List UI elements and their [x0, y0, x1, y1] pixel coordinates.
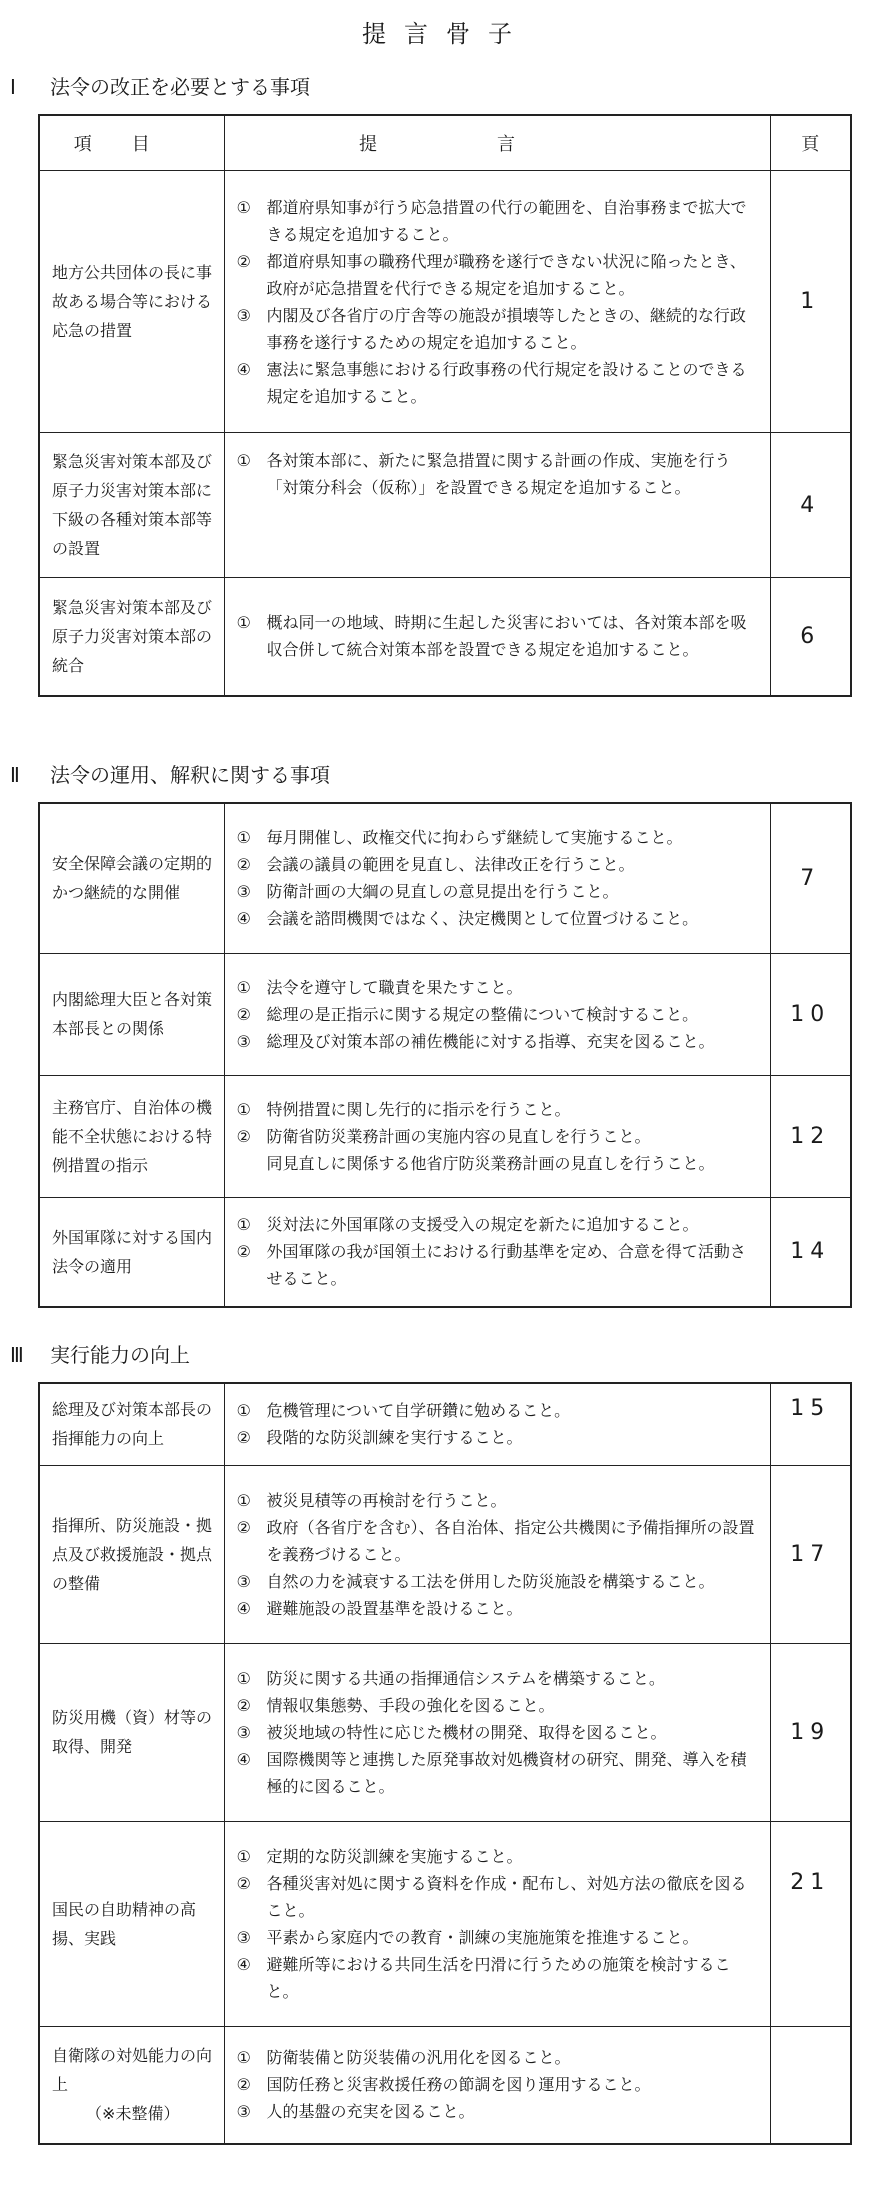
proposal-line: ① 法令を遵守して職責を果たすこと。 [236, 977, 523, 997]
row-page: 17 [770, 1465, 851, 1643]
row-proposals [224, 1075, 770, 1197]
header-proposal: 提言 [224, 115, 770, 171]
row-proposals [224, 171, 770, 433]
proposal-line: ① 災対法に外国軍隊の支援受入の規定を新たに追加すること。 [236, 1215, 699, 1235]
proposal-line: ③ 防衛計画の大綱の見直しの意見提出を行うこと。 [236, 882, 619, 902]
row-proposals [224, 1465, 770, 1643]
section-number: Ⅰ [10, 75, 16, 99]
row-item: 緊急災害対策本部及び原子力災害対策本部に下級の各種対策本部等の設置 [39, 433, 224, 578]
row-page: 12 [770, 1075, 851, 1197]
table-row [39, 1465, 851, 1643]
proposal-table [38, 1382, 852, 2145]
row-item: 国民の自助精神の高揚、実践 [39, 1821, 224, 2026]
proposal-line: ② 情報収集態勢、手段の強化を図ること。 [236, 1695, 555, 1715]
proposal-line: ④ 国際機関等と連携した原発事故対処機資材の研究、開発、導入を積極的に図ること。 [236, 1749, 747, 1796]
section-heading [10, 72, 850, 102]
section-number: Ⅲ [10, 1343, 24, 1367]
proposal-line: ① 被災見積等の再検討を行うこと。 [236, 1490, 507, 1510]
proposal-line: ① 概ね同一の地域、時期に生起した災害においては、各対策本部を吸収合併して統合対策本部を設置できる規定を追加すること。 [236, 613, 747, 660]
proposal-line: ② 総理の是正指示に関する規定の整備について検討すること。 [236, 1004, 699, 1024]
row-item: 指揮所、防災施設・拠点及び救援施設・拠点の整備 [39, 1465, 224, 1643]
proposal-line: ② 段階的な防災訓練を実行すること。 [236, 1428, 523, 1448]
proposal-line: ③ 内閣及び各省庁の庁舎等の施設が損壊等したときの、継続的な行政事務を遂行するための規定を追加すること。 [236, 305, 746, 352]
proposal-table [38, 802, 852, 1308]
table-row [39, 1643, 851, 1821]
proposal-line: ② 国防任務と災害救援任務の節調を図り運用すること。 [236, 2075, 651, 2095]
row-item: 外国軍隊に対する国内法令の適用 [39, 1197, 224, 1307]
row-page: 21 [770, 1821, 851, 2026]
row-page: 6 [770, 578, 851, 696]
row-page: 4 [770, 433, 851, 578]
row-proposals [224, 1197, 770, 1307]
row-page: 7 [770, 803, 851, 953]
proposal-line: ③ 人的基盤の充実を図ること。 [236, 2102, 475, 2122]
section-heading [10, 760, 850, 790]
row-proposals [224, 953, 770, 1075]
proposal-line: ② 政府（各省庁を含む）、各自治体、指定公共機関に予備指揮所の設置を義務づけること。 [236, 1517, 755, 1564]
table-row [39, 1075, 851, 1197]
table-row [39, 578, 851, 696]
row-proposals [224, 578, 770, 696]
proposal-line: ④ 会議を諮問機関ではなく、決定機関として位置づけること。 [236, 909, 699, 929]
proposal-line: ③ 被災地域の特性に応じた機材の開発、取得を図ること。 [236, 1722, 667, 1742]
row-item: 防災用機（資）材等の取得、開発 [39, 1643, 224, 1821]
proposal-subline: 同見直しに関係する他省庁防災業務計画の見直しを行うこと。 [266, 1153, 715, 1173]
table-header-row [39, 115, 851, 171]
section-heading [10, 1340, 850, 1370]
row-item: 主務官庁、自治体の機能不全状態における特例措置の指示 [39, 1075, 224, 1197]
proposal-line: ① 定期的な防災訓練を実施すること。 [236, 1846, 523, 1866]
proposal-table [38, 114, 852, 697]
proposal-line: ④ 避難所等における共同生活を円滑に行うための施策を検討すること。 [236, 1954, 731, 2001]
row-page: 19 [770, 1643, 851, 1821]
row-page: 1 [770, 171, 851, 433]
table-row [39, 1821, 851, 2026]
row-proposals [224, 2026, 770, 2144]
row-page: 15 [770, 1383, 851, 1465]
table-row [39, 433, 851, 578]
row-item: 総理及び対策本部長の指揮能力の向上 [39, 1383, 224, 1465]
row-item-note: （※未整備） [86, 2104, 180, 2124]
proposal-line: ① 毎月開催し、政権交代に拘わらず継続して実施すること。 [236, 828, 683, 848]
row-page [770, 2026, 851, 2144]
row-item: 内閣総理大臣と各対策本部長との関係 [39, 953, 224, 1075]
document-title: 提言骨子 [362, 20, 530, 48]
header-page: 頁 [770, 115, 851, 171]
table-row [39, 1383, 851, 1465]
section-number: Ⅱ [10, 763, 20, 787]
row-item: 自衛隊の対処能力の向上 （※未整備） [39, 2026, 224, 2144]
proposal-line: ① 防衛装備と防災装備の汎用化を図ること。 [236, 2048, 571, 2068]
proposal-line: ③ 自然の力を減衰する工法を併用した防災施設を構築すること。 [236, 1571, 715, 1591]
proposal-line: ① 都道府県知事が行う応急措置の代行の範囲を、自治事務まで拡大できる規定を追加すること。 [236, 197, 747, 244]
section-title: 法令の運用、解釈に関する事項 [50, 763, 330, 787]
row-proposals [224, 1821, 770, 2026]
proposal-line: ④ 憲法に緊急事態における行政事務の代行規定を設けることのできる規定を追加すること。 [236, 359, 747, 406]
proposal-line: ① 各対策本部に、新たに緊急措置に関する計画の作成、実施を行う「対策分科会（仮称）」を設置できる規定を追加すること。 [236, 451, 731, 497]
proposal-line: ② 会議の議員の範囲を見直し、法律改正を行うこと。 [236, 855, 635, 875]
proposal-line: ① 特例措置に関し先行的に指示を行うこと。 [236, 1099, 571, 1119]
section-title: 法令の改正を必要とする事項 [50, 75, 310, 99]
section-1 [10, 72, 850, 697]
proposal-line: ② 外国軍隊の我が国領土における行動基準を定め、合意を得て活動させること。 [236, 1242, 746, 1289]
row-item: 地方公共団体の長に事故ある場合等における応急の措置 [39, 171, 224, 433]
row-page: 14 [770, 1197, 851, 1307]
section-title: 実行能力の向上 [50, 1343, 190, 1367]
section-3 [10, 1340, 850, 2145]
row-proposals [224, 1383, 770, 1465]
header-item: 項目 [39, 115, 224, 171]
proposal-line: ④ 避難施設の設置基準を設けること。 [236, 1598, 523, 1618]
proposal-line: ② 防衛省防災業務計画の実施内容の見直しを行うこと。 [236, 1126, 651, 1146]
table-row [39, 171, 851, 433]
table-row [39, 1197, 851, 1307]
table-row [39, 803, 851, 953]
row-proposals [224, 803, 770, 953]
proposal-line: ③ 総理及び対策本部の補佐機能に対する指導、充実を図ること。 [236, 1031, 715, 1051]
proposal-line: ① 防災に関する共通の指揮通信システムを構築すること。 [236, 1668, 665, 1688]
row-proposals [224, 1643, 770, 1821]
row-page: 10 [770, 953, 851, 1075]
row-item: 安全保障会議の定期的かつ継続的な開催 [39, 803, 224, 953]
table-row [39, 2026, 851, 2144]
table-row [39, 953, 851, 1075]
row-proposals [224, 433, 770, 578]
row-item: 緊急災害対策本部及び原子力災害対策本部の統合 [39, 578, 224, 696]
proposal-line: ② 都道府県知事の職務代理が職務を遂行できない状況に陥ったとき、政府が応急措置を代行できる規定を追加すること。 [236, 251, 746, 298]
proposal-line: ② 各種災害対処に関する資料を作成・配布し、対処方法の徹底を図ること。 [236, 1873, 747, 1920]
section-2 [10, 760, 850, 1308]
proposal-line: ③ 平素から家庭内での教育・訓練の実施施策を推進すること。 [236, 1927, 699, 1947]
proposal-line: ① 危機管理について自学研鑽に勉めること。 [236, 1401, 571, 1421]
